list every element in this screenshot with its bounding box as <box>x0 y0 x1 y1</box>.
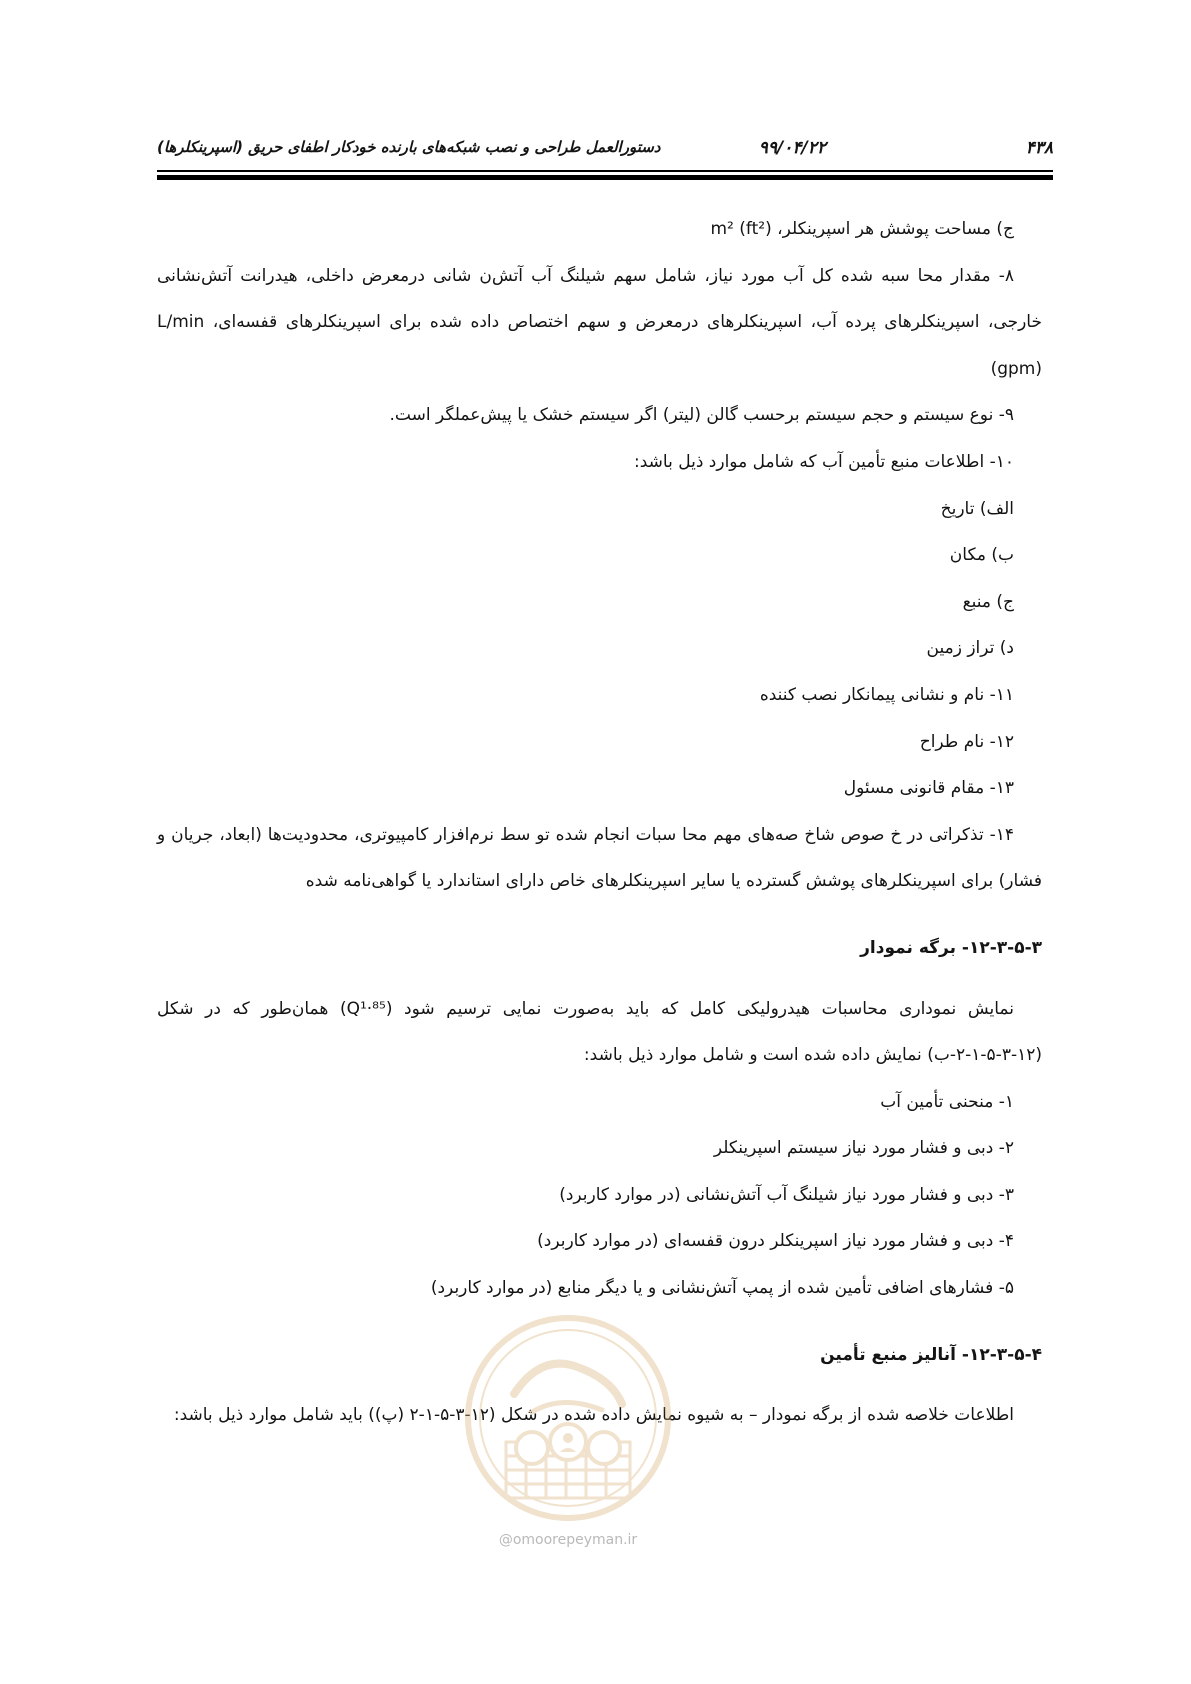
list-item: ۳- دبی و فشار مورد نیاز شیلنگ آب آتش‌نشانی (در موارد کاربرد) <box>559 1184 1014 1205</box>
paragraph-item-12: ۱۲- نام طراح <box>919 731 1014 752</box>
header-rule-thick <box>157 175 1053 180</box>
list-item: ۲- دبی و فشار مورد نیاز سیستم اسپرینکلر <box>713 1138 1014 1159</box>
paragraph-graph-sheet-intro: نمایش نموداری محاسبات هیدرولیکی کامل که باید به‌صورت نمایی ترسیم شود (Q¹·⁸⁵) همان‌طور که در شکل (۱۲-۳-۵-۱-۲-ب) نمایش داده شده است و شامل موارد ذیل باشد: <box>157 998 1042 1066</box>
header-date: ۹۹/۰۴/۲۲ <box>758 138 826 158</box>
paragraph-item-11: ۱۱- نام و نشانی پیمانکار نصب کننده <box>759 684 1014 705</box>
header-title: دستورالعمل طراحی و نصب شبکه‌های بارنده خودکار اطفای حریق (اسپرینکلرها) <box>157 138 661 156</box>
sub-item-date: الف) تاریخ <box>940 498 1014 519</box>
paragraph-item-13: ۱۳- مقام قانونی مسئول <box>843 778 1014 799</box>
header-rule-thin <box>157 170 1053 172</box>
paragraph-supply-analysis-intro: اطلاعات خلاصه شده از برگه نمودار – به شیوه نمایش داده شده در شکل (۱۲-۳-۵-۱-۲ (پ)) باید شامل موارد ذیل باشد: <box>173 1405 1014 1426</box>
watermark-site-label: @omoorepeyman.ir <box>498 1532 638 1548</box>
list-item: ۵- فشارهای اضافی تأمین شده از پمپ آتش‌نشانی و یا دیگر منابع (در موارد کاربرد) <box>430 1278 1014 1299</box>
page-number: ۴۳۸ <box>1025 138 1053 158</box>
section-heading-graph-sheet: ۱۲-۳-۵-۳- برگه نمودار <box>860 937 1042 958</box>
sub-item-location: ب) مکان <box>949 545 1014 566</box>
list-item: ۱- منحنی تأمین آب <box>880 1091 1014 1112</box>
sub-item-ground-level: د) تراز زمین <box>926 638 1014 659</box>
page-header <box>157 130 1053 164</box>
paragraph-item-14: ۱۴- تذکراتی در خ صوص شاخ صه‌های مهم محا سبات انجام شده تو سط نرم‌افزار کامپیوتری، محدودیت‌ها (ابعاد، جریان و فشار) برای اسپرینکلرهای پوشش گسترده یا سایر اسپرینکلرهای خاص دارای استاندارد یا گواهی‌نامه شده <box>157 824 1042 892</box>
paragraph-item-10: ۱۰- اطلاعات منبع تأمین آب که شامل موارد ذیل باشد: <box>634 451 1014 472</box>
watermark-logo-icon <box>462 1312 674 1524</box>
section-heading-supply-analysis: ۱۲-۳-۵-۴- آنالیز منبع تأمین <box>820 1344 1042 1365</box>
list-item: ۴- دبی و فشار مورد نیاز اسپرینکلر درون قفسه‌ای (در موارد کاربرد) <box>537 1231 1014 1252</box>
page-body <box>157 206 1042 1439</box>
sub-item-source: ج) منبع <box>962 591 1014 612</box>
paragraph-coverage-area: ج) مساحت پوشش هر اسپرینکلر، m² (ft²) <box>710 219 1014 239</box>
paragraph-item-8: ۸- مقدار محا سبه شده کل آب مورد نیاز، شامل سهم شیلنگ آب آتش‌ن شانی درمعرض داخلی، هیدرانت آتش‌نشانی خارجی، اسپرینکلرهای پرده آب، اسپرینکلرهای درمعرض و سهم اختصاص داده شده برای اسپرینکلرهای قفسه‌ای، L/min (gpm) <box>157 265 1042 379</box>
paragraph-item-9: ۹- نوع سیستم و حجم سیستم برحسب گالن (لیتر) اگر سیستم خشک یا پیش‌عملگر است. <box>389 405 1014 426</box>
